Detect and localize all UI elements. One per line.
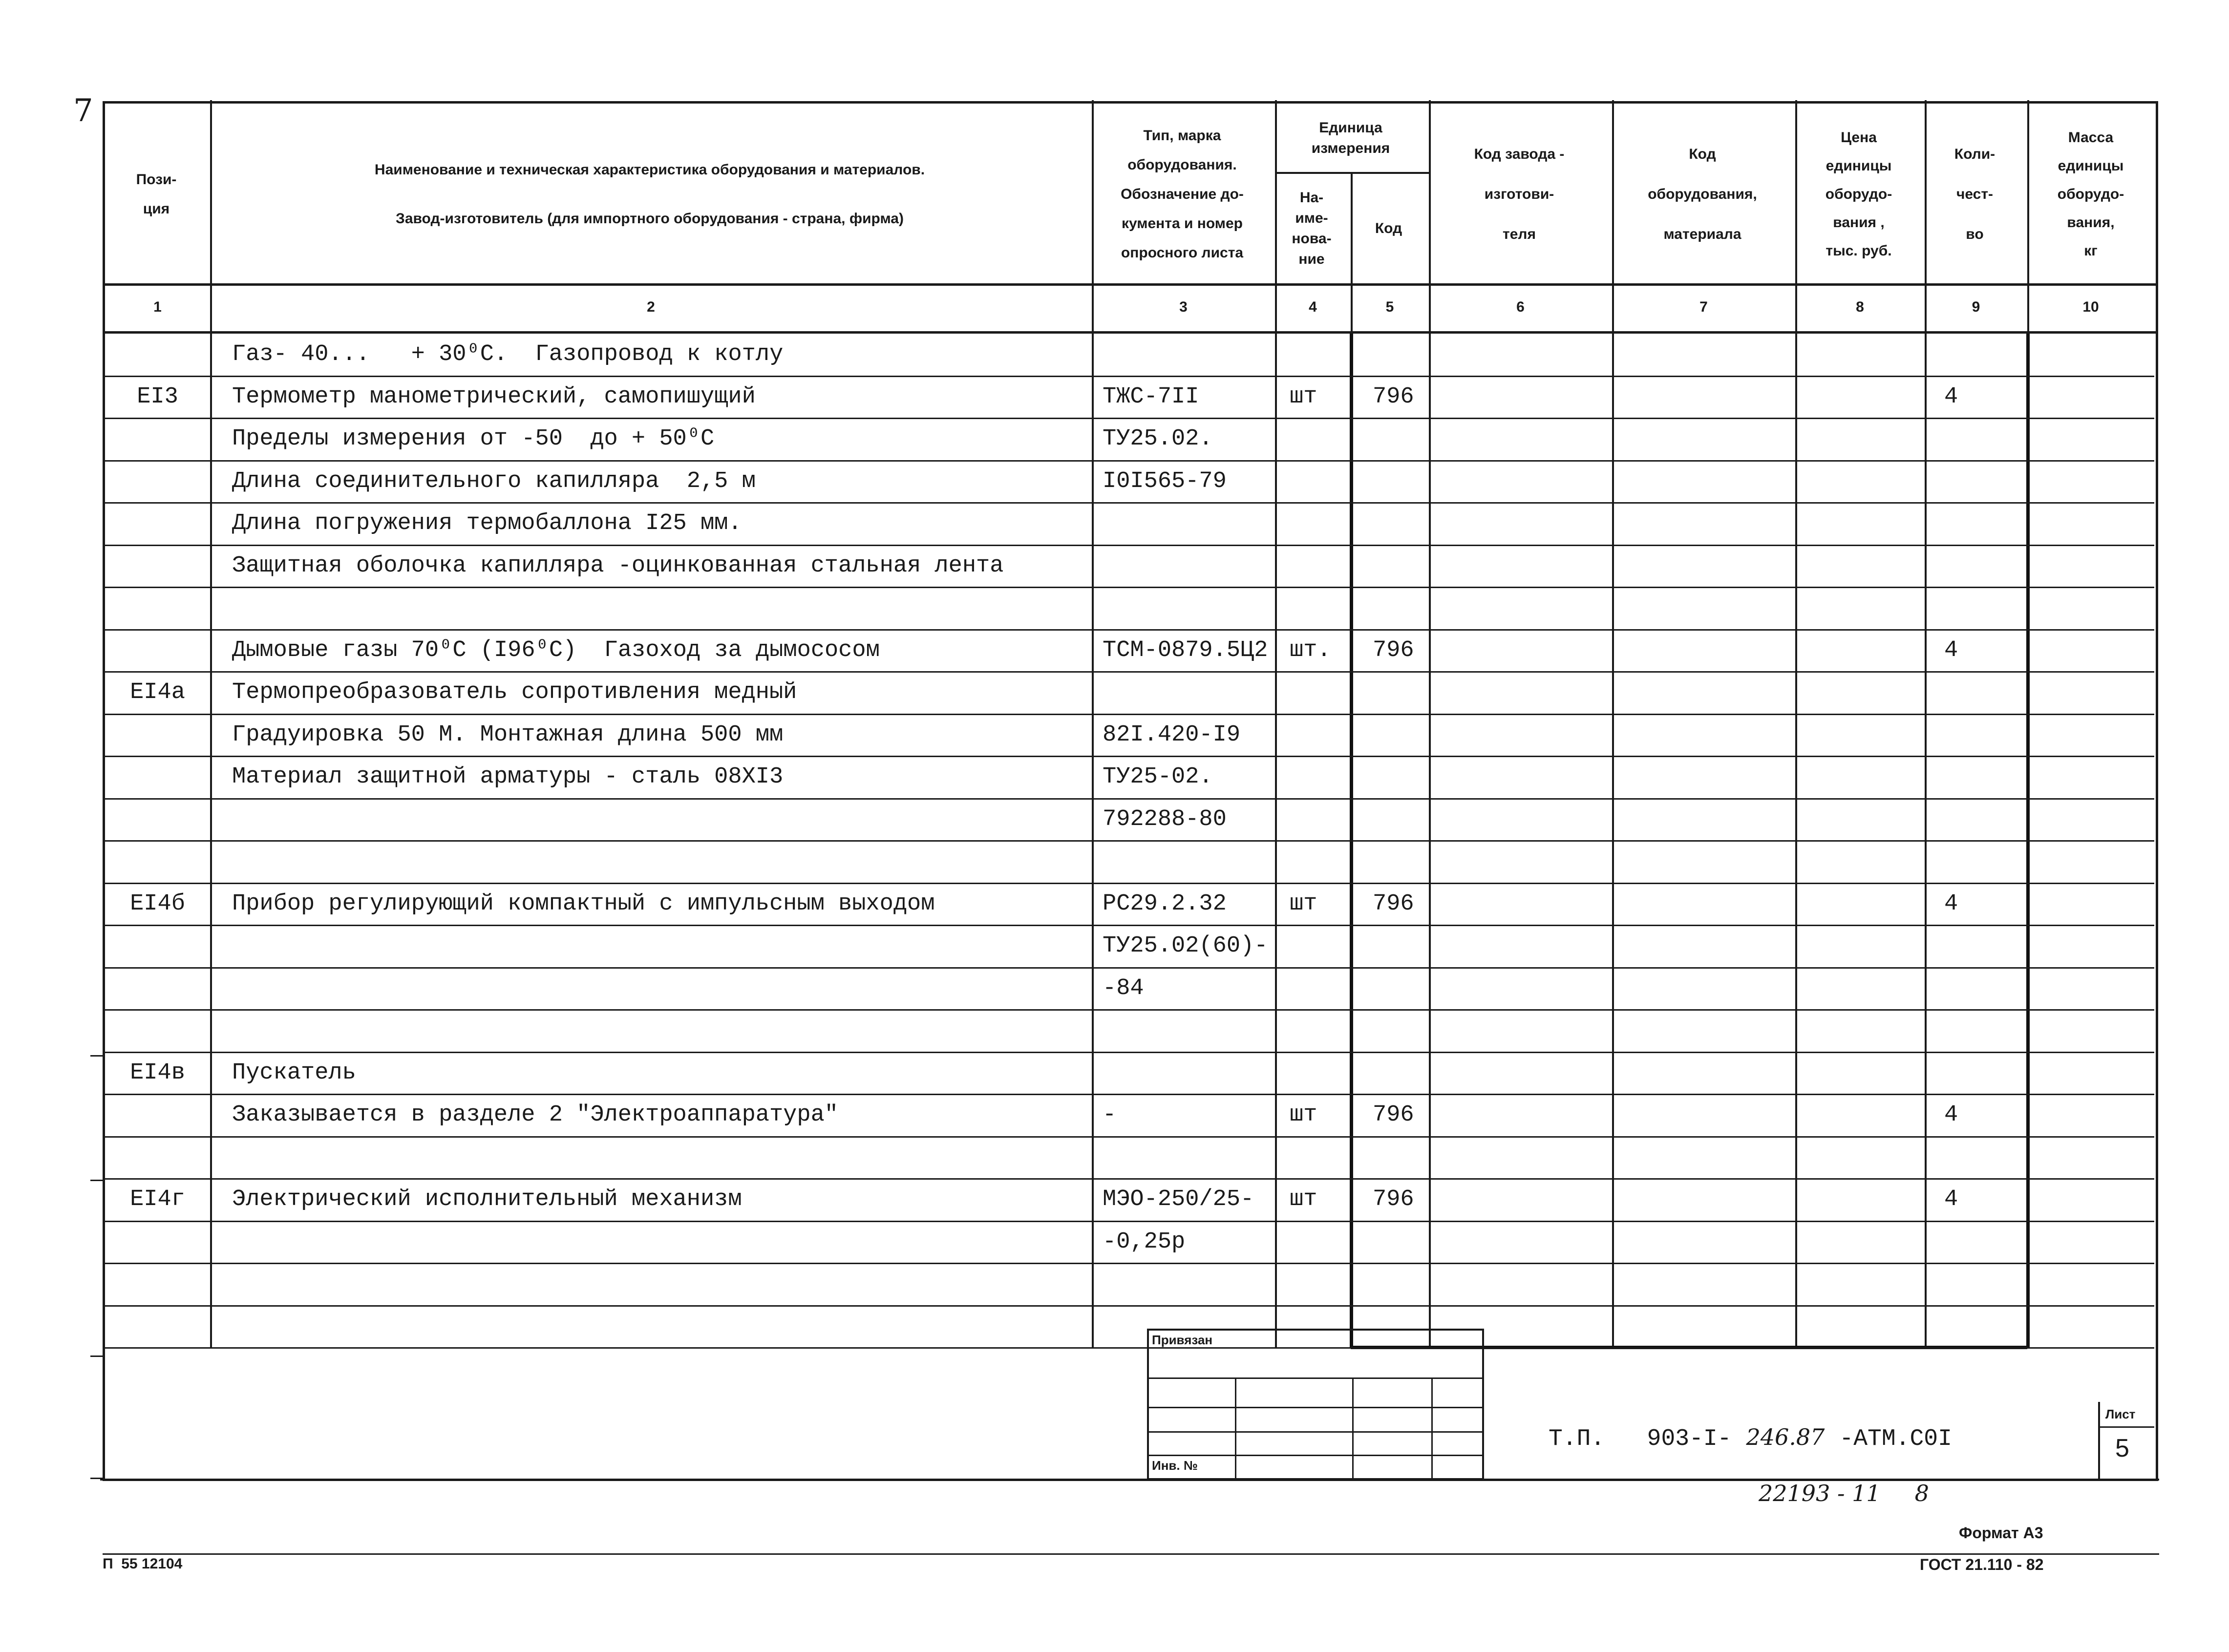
column-number-6: 6 [1516,299,1525,315]
document-number: Т.П. 903-I- 246.87 -АТМ.С0I [1549,1424,1952,1452]
header-position: Пози- ция [136,171,177,217]
name-cell: Градуировка 50 М. Монтажная длина 500 мм [232,721,784,748]
unit-code-cell: 796 [1373,637,1414,663]
type-cell: ТУ25-02. [1103,764,1213,790]
quantity-cell: 4 [1944,1102,1958,1128]
unit-code-cell: 796 [1373,890,1414,917]
header-equipment-code: Код оборудования, материала [1648,146,1757,242]
type-cell: ТУ25.02(60)- [1103,933,1268,959]
column-number-2: 2 [647,299,655,315]
header-unit-name: На- име- нова- ние [1292,189,1332,267]
name-cell: Пределы измерения от -50 до + 50⁰С [232,426,715,452]
type-cell: РС29.2.32 [1103,890,1227,917]
name-cell: Защитная оболочка капилляра -оцинкованная стальная лента [232,552,1004,579]
name-cell: Газ- 40... + 30⁰С. Газопровод к котлу [232,341,784,367]
type-cell: 82I.420-I9 [1103,721,1241,748]
quantity-cell: 4 [1944,383,1958,410]
unit-name-cell: шт [1290,383,1317,410]
position-cell: ЕI4в [130,1059,185,1086]
column-number-1: 1 [153,299,162,315]
header-type: Тип, марка оборудования. Обозначение до- кумента и номер опросного листа [1121,127,1244,261]
name-cell: Электрический исполнительный механизм [232,1186,742,1212]
name-cell: Длина соединительного капилляра 2,5 м [232,468,756,494]
column-number-7: 7 [1699,299,1708,315]
name-cell: Пускатель [232,1059,356,1086]
quantity-cell: 4 [1944,1186,1958,1212]
unit-name-cell: шт [1290,1186,1317,1212]
unit-name-cell: шт [1290,890,1317,917]
column-number-3: 3 [1179,299,1188,315]
position-cell: ЕI4б [130,890,185,917]
type-cell: ТУ25.02. [1103,426,1213,452]
column-number-5: 5 [1385,299,1394,315]
quantity-cell: 4 [1944,890,1958,917]
page-mark: 7 [73,93,93,129]
gost-label: ГОСТ 21.110 - 82 [1920,1556,2044,1573]
position-cell: ЕI3 [137,383,178,410]
header-price: Цена единицы оборудо- вания , тыс. руб. [1825,129,1892,259]
name-cell: Дымовые газы 70⁰С (I96⁰С) Газоход за дымососом [232,637,880,663]
bottom-left-code: П 55 12104 [103,1556,183,1572]
doc-handwritten-number: 246.87 [1746,1424,1825,1450]
privyazan-label: Привязан [1152,1333,1213,1347]
unit-code-cell: 796 [1373,1102,1414,1128]
name-cell: Термопреобразователь сопротивления медный [232,679,797,705]
column-number-4: 4 [1309,299,1317,315]
privyazan-box [1147,1329,1484,1480]
type-cell: ТЖС-7II [1103,383,1199,410]
name-cell: Материал защитной арматуры - сталь 08ХI3 [232,764,784,790]
unit-name-cell: шт [1290,1102,1317,1128]
header-quantity: Коли- чест- во [1954,146,1995,242]
header-unit-code: Код [1375,220,1402,236]
type-cell: I0I565-79 [1103,468,1227,494]
sheet-label: Лист [2105,1407,2136,1421]
position-cell: ЕI4г [130,1186,185,1212]
unit-code-cell: 796 [1373,383,1414,410]
column-number-9: 9 [1972,299,1980,315]
name-cell: Термометр манометрический, самопишущий [232,383,756,410]
name-cell: Прибор регулирующий компактный с импульсным выходом [232,890,935,917]
header-unit-group: Единица измерения [1311,119,1390,156]
header-factory-code: Код завода - изготови- теля [1474,146,1565,242]
column-number-8: 8 [1856,299,1864,315]
type-cell: -0,25р [1103,1228,1186,1255]
format-label: Формат А3 [1959,1524,2043,1542]
type-cell: - [1103,1102,1117,1128]
position-cell: ЕI4а [130,679,185,705]
type-cell: 792288-80 [1103,806,1227,832]
name-cell: Заказывается в разделе 2 "Электроаппаратура" [232,1102,839,1128]
quantity-cell: 4 [1944,637,1958,663]
header-name: Наименование и техническая характеристика оборудования и материалов. Завод-изготовитель (для импортного оборудования - страна, фирма) [374,161,925,227]
type-cell: МЭО-250/25- [1103,1186,1254,1212]
inv-no-label: Инв. № [1152,1458,1198,1473]
type-cell: ТСМ-0879.5Ц2 [1103,637,1268,663]
handwritten-number: 22193 - 11 8 [1759,1480,1929,1506]
type-cell: -84 [1103,975,1144,1001]
header-mass: Масса единицы оборудо- вания, кг [2057,129,2124,259]
column-number-10: 10 [2082,299,2099,315]
unit-name-cell: шт. [1290,637,1331,663]
sheet-number: 5 [2115,1434,2129,1462]
unit-code-cell: 796 [1373,1186,1414,1212]
name-cell: Длина погружения термобаллона I25 мм. [232,510,742,536]
